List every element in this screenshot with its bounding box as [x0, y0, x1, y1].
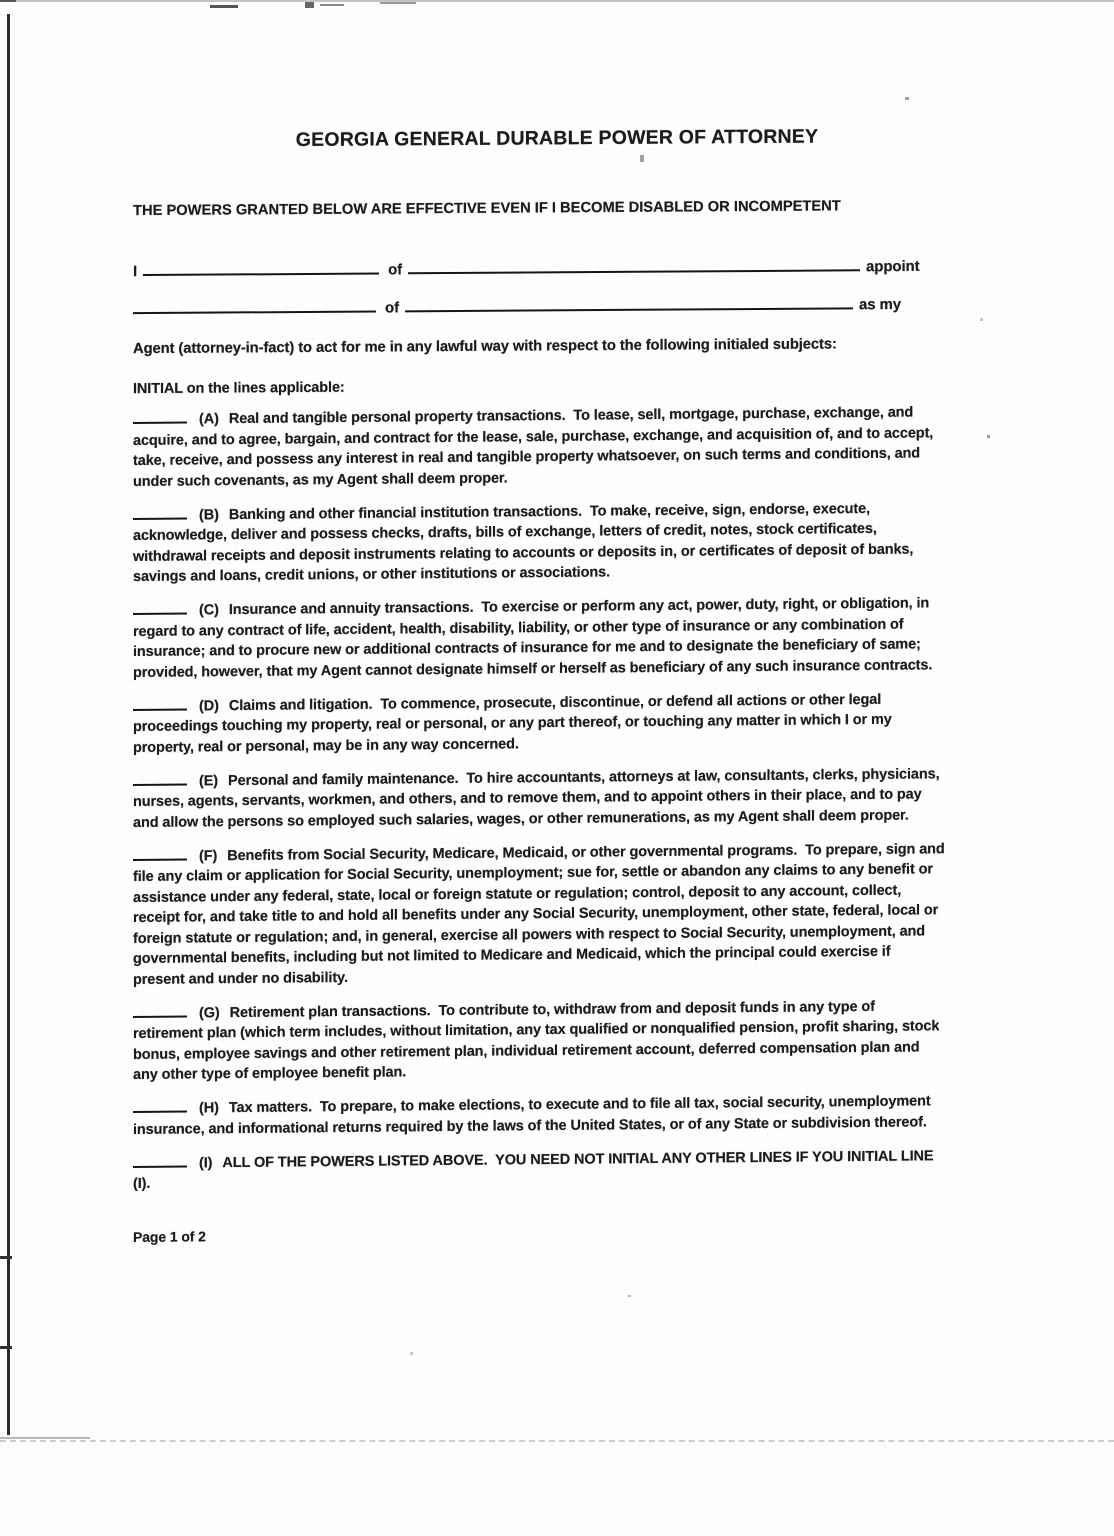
principal-prefix-label: I	[133, 262, 138, 280]
powers-list	[133, 402, 949, 1247]
principal-appointment-line-1	[133, 254, 945, 282]
power-letter-h: (H)	[199, 1099, 219, 1116]
power-letter-d: (D)	[199, 697, 219, 714]
power-item-i	[133, 1145, 945, 1194]
initial-blank-line-b	[133, 504, 187, 519]
power-item-f	[133, 838, 949, 989]
power-letter-i: (I)	[199, 1154, 213, 1171]
document-header	[0, 0, 1114, 400]
as-my-label: as my	[858, 296, 902, 314]
power-text-i: ALL OF THE POWERS LISTED ABOVE. YOU NEED NOT INITIAL ANY OTHER LINES IF YOU INITIAL LINE (I).	[133, 1147, 938, 1192]
agent-clause: Agent (attorney-in-fact) to act for me in any lawful way with respect to the following initialed subjects:	[133, 335, 837, 357]
initial-blank-line-f	[133, 845, 187, 860]
agent-address-blank-line	[405, 293, 853, 312]
power-text-g: Retirement plan transactions. To contribute to, withdraw from and deposit funds in any type of retirement plan (which term includes, without limitation, any tax qualified or nonqualified pension, profit sharing, stock bonus, employee savings and other retirement plan, individual retirement account, deferred compensation plan and any other type of employee benefit plan.	[133, 997, 944, 1083]
power-item-h	[133, 1091, 945, 1140]
power-item-d	[133, 688, 945, 757]
power-text-c: Insurance and annuity transactions. To exercise or perform any act, power, duty, right, or obligation, in regard to any contract of life, accident, health, disability, liability, or other type of insurance or any combination of insurance; and to procure new or additional contracts of insurance for me and to designate the beneficiary of same; provided, however, that my Agent cannot designate himself or herself as beneficiary of any such insurance contracts.	[133, 594, 934, 680]
power-item-e	[133, 763, 945, 832]
initial-blank-line-c	[133, 600, 187, 615]
effectiveness-statement: THE POWERS GRANTED BELOW ARE EFFECTIVE EVEN IF I BECOME DISABLED OR INCOMPETENT	[133, 198, 841, 220]
power-letter-e: (E)	[199, 772, 219, 789]
power-text-e: Personal and family maintenance. To hire accountants, attorneys at law, consultants, clerks, physicians, nurses, agents, servants, workmen, and others, and to remove them, and to appoint others in their place, and to pay and allow the persons so employed such salaries, wages, or other remunerations, as my Agent shall deem proper.	[133, 765, 944, 830]
power-letter-f: (F)	[199, 847, 218, 864]
initial-blank-line-e	[133, 770, 187, 785]
initial-instruction: INITIAL on the lines applicable:	[133, 379, 345, 398]
power-text-d: Claims and litigation. To commence, prosecute, discontinue, or defend all actions or other legal proceedings touching my property, real or personal, or any part thereof, or touching any matter in which I or my property, real or personal, may be in any way concerned.	[133, 690, 896, 755]
appoint-label: appoint	[866, 257, 920, 275]
of-label-2: of	[385, 299, 399, 317]
initial-blank-line-g	[133, 1002, 187, 1017]
power-item-c	[133, 593, 945, 683]
agent-appointment-line-2	[133, 293, 945, 321]
power-text-f: Benefits from Social Security, Medicare, Medicaid, or other governmental programs. To prepare, sign and file any claim or application for Social Security, unemployment; sue for, settle or abandon any claims to any benefit or assistance under any federal, state, local or foreign statute or regulation; control, deposit to any account, collect, receipt for, and take title to and hold all benefits under any Social Security, unemployment, other state, federal, local or foreign statute or regulation; and, in general, exercise all powers with respect to Social Security, unemployment, and governmental benefits, including but not limited to Medicare and Medicaid, which the principal could exercise if present and under no disability.	[133, 840, 949, 987]
power-item-a	[133, 402, 945, 492]
initial-blank-line-a	[133, 409, 187, 424]
initial-blank-line-h	[133, 1098, 187, 1113]
power-text-a: Real and tangible personal property transactions. To lease, sell, mortgage, purchase, exchange, and acquire, and to agree, bargain, and contract for the lease, sale, purchase, exchange, and acquisition of, and to accept, take, receive, and possess any interest in real and tangible property whatsoever, on such terms and conditions, and under such covenants, as my Agent shall deem proper.	[133, 403, 938, 489]
document-title: GEORGIA GENERAL DURABLE POWER OF ATTORNEY	[295, 125, 819, 152]
initial-blank-line-i	[133, 1152, 187, 1167]
of-label-1: of	[388, 260, 403, 278]
power-item-b	[133, 497, 945, 587]
principal-address-blank-line	[408, 255, 860, 274]
power-letter-b: (B)	[199, 506, 219, 523]
principal-name-blank-line	[143, 258, 379, 276]
power-letter-c: (C)	[199, 601, 219, 618]
agent-name-blank-line	[133, 297, 376, 315]
power-item-g	[133, 995, 945, 1085]
power-text-b: Banking and other financial institution transactions. To make, receive, sign, endorse, execute, acknowledge, deliver and possess checks, drafts, bills of exchange, letters of credit, notes, stock certificates, withdrawal receipts and deposit instruments relating to accounts or deposits in, or certificates of deposit of banks, savings and loans, credit unions, or other institutions or associations.	[133, 499, 918, 585]
power-text-h: Tax matters. To prepare, to make elections, to execute and to file all tax, social security, unemployment insurance, and informational returns required by the laws of the United States, or of any State or subdivision thereof.	[133, 1092, 935, 1137]
power-letter-g: (G)	[199, 1004, 220, 1021]
initial-blank-line-d	[133, 695, 187, 710]
power-letter-a: (A)	[199, 410, 219, 427]
page-number: Page 1 of 2	[133, 1227, 206, 1244]
